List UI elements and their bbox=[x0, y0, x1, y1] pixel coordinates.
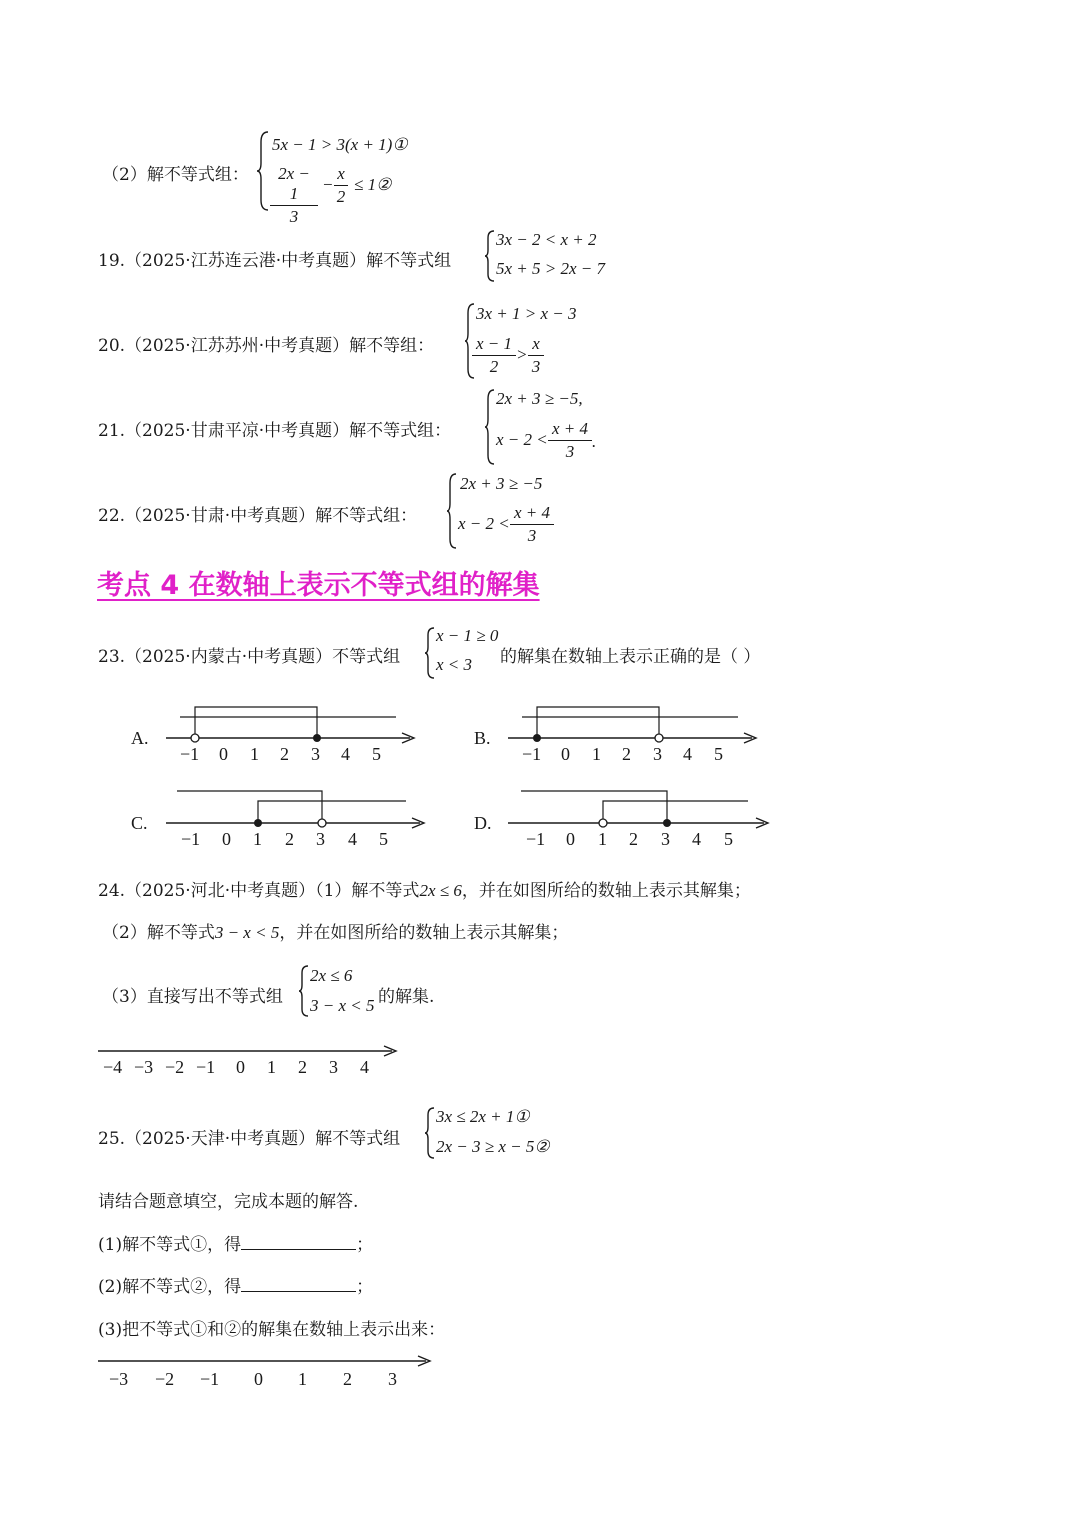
q24-tick: 0 bbox=[236, 1057, 245, 1077]
option-a-label[interactable]: A. bbox=[131, 728, 149, 748]
q25-tick: 2 bbox=[343, 1369, 352, 1389]
q24-part1-math: 2x ≤ 6 bbox=[419, 881, 462, 900]
q25-tick: 3 bbox=[388, 1369, 397, 1389]
q25-step1-blank[interactable] bbox=[241, 1233, 356, 1250]
q25-tick: 0 bbox=[254, 1369, 263, 1389]
q24-tick: 1 bbox=[267, 1057, 276, 1077]
q24-tick: −2 bbox=[165, 1057, 185, 1077]
q25-step2 bbox=[98, 1272, 373, 1297]
option-b-label[interactable]: B. bbox=[474, 728, 491, 748]
option-b-tick: 1 bbox=[592, 744, 601, 764]
option-d-tick: 2 bbox=[629, 829, 638, 849]
option-d-tick: 0 bbox=[566, 829, 575, 849]
option-a-bar-solution bbox=[195, 707, 317, 738]
q19-prefix: 19.（2025·江苏连云港·中考真题）解不等式组 bbox=[98, 251, 452, 271]
option-b-tick: 5 bbox=[714, 744, 723, 764]
option-c-bar-left bbox=[177, 791, 322, 823]
option-a-tick: 1 bbox=[250, 744, 259, 764]
q23-prefix: 23.（2025·内蒙古·中考真题）不等式组 bbox=[98, 647, 401, 667]
option-b-tick: 0 bbox=[561, 744, 570, 764]
q24-part2-math: 3 − x < 5 bbox=[214, 923, 280, 942]
option-d-tick: 1 bbox=[598, 829, 607, 849]
q25-prefix: 25.（2025·天津·中考真题）解不等式组 bbox=[98, 1129, 401, 1149]
q21-frac bbox=[548, 419, 592, 463]
q23-brace-icon bbox=[424, 626, 436, 680]
option-c-tick: 3 bbox=[316, 829, 325, 849]
option-d-open-dot bbox=[599, 819, 607, 827]
option-c-tick: 1 bbox=[253, 829, 262, 849]
q19-brace-icon bbox=[484, 229, 496, 283]
option-c-ticks bbox=[181, 829, 388, 849]
q25-brace-icon bbox=[424, 1106, 436, 1160]
q22-frac bbox=[510, 503, 554, 547]
q25-step2-end: ； bbox=[356, 1277, 374, 1297]
option-d-label[interactable]: D. bbox=[474, 813, 492, 833]
q20-op: > bbox=[516, 345, 528, 364]
q21-lhs: x − 2 < bbox=[496, 430, 548, 449]
option-a-tick: 0 bbox=[219, 744, 228, 764]
option-b-open-dot bbox=[655, 734, 663, 742]
q18-brace-icon bbox=[256, 130, 270, 212]
q20-prefix: 20.（2025·江苏苏州·中考真题）解不等组： bbox=[98, 336, 435, 356]
q25-step1-text: (1)解不等式①，得 bbox=[98, 1235, 242, 1255]
q21-line1: 2x + 3 ≥ −5, bbox=[496, 389, 583, 408]
q22-line1: 2x + 3 ≥ −5 bbox=[460, 474, 543, 493]
q25-instruction: 请结合题意填空，完成本题的解答. bbox=[98, 1192, 359, 1212]
option-b-tick: −1 bbox=[522, 744, 542, 764]
q25-step1 bbox=[98, 1230, 373, 1255]
option-d-tick: −1 bbox=[526, 829, 546, 849]
option-a-tick: 3 bbox=[311, 744, 320, 764]
q24-part3-suffix: 的解集. bbox=[378, 987, 435, 1007]
q20-frac2-den: 3 bbox=[531, 357, 541, 376]
q18-line1: 5x − 1 > 3(x + 1)① bbox=[272, 135, 408, 154]
q18-tail: ≤ 1② bbox=[354, 175, 392, 194]
option-a-closed-dot bbox=[313, 734, 321, 742]
q24-part2 bbox=[102, 918, 568, 943]
option-d-tick: 3 bbox=[661, 829, 670, 849]
q20-frac2-num: x bbox=[528, 334, 544, 356]
option-a-open-dot bbox=[191, 734, 199, 742]
q25-step3: (3)把不等式①和②的解集在数轴上表示出来： bbox=[98, 1320, 446, 1340]
q18-minus: − bbox=[322, 175, 334, 194]
option-a-tick: 2 bbox=[280, 744, 289, 764]
q24-brace-icon bbox=[298, 964, 310, 1018]
q24-number-line bbox=[0, 1040, 500, 1080]
q22-frac-num: x + 4 bbox=[510, 503, 554, 525]
q24-tick: 2 bbox=[298, 1057, 307, 1077]
q25-line2: 2x − 3 ≥ x − 5② bbox=[436, 1137, 550, 1156]
option-b-tick: 2 bbox=[622, 744, 631, 764]
q20-frac1 bbox=[472, 334, 516, 378]
q24-tick: 4 bbox=[360, 1057, 369, 1077]
q24-line1: 2x ≤ 6 bbox=[310, 966, 353, 985]
option-c-tick: 2 bbox=[285, 829, 294, 849]
option-c-tick: 4 bbox=[348, 829, 357, 849]
option-c-tick: 0 bbox=[222, 829, 231, 849]
q23-line1: x − 1 ≥ 0 bbox=[436, 626, 499, 645]
q23-options-figure bbox=[0, 690, 1080, 860]
q22-brace-icon bbox=[446, 472, 458, 550]
option-d-ticks bbox=[526, 829, 733, 849]
q21-prefix: 21.（2025·甘肃平凉·中考真题）解不等式组： bbox=[98, 421, 452, 441]
q25-tick: −3 bbox=[109, 1369, 129, 1389]
q18-frac1 bbox=[270, 164, 318, 228]
q25-step2-text: (2)解不等式②，得 bbox=[98, 1277, 242, 1297]
option-c-tick: −1 bbox=[181, 829, 201, 849]
q25-line1: 3x ≤ 2x + 1① bbox=[436, 1107, 530, 1126]
q24-tick: −1 bbox=[196, 1057, 216, 1077]
q21-tail: . bbox=[592, 432, 597, 451]
q20-frac1-den: 2 bbox=[489, 357, 499, 376]
q24-part1 bbox=[98, 876, 751, 901]
option-b-bar-solution bbox=[537, 707, 659, 738]
q19-line1: 3x − 2 < x + 2 bbox=[496, 230, 597, 249]
q24-part2-text: （2）解不等式 bbox=[102, 923, 215, 943]
section-heading: 考点 4 在数轴上表示不等式组的解集 bbox=[97, 570, 540, 601]
q18-frac1-den: 3 bbox=[289, 207, 299, 226]
q25-tick: −1 bbox=[200, 1369, 220, 1389]
q23-suffix: 的解集在数轴上表示正确的是（ ） bbox=[500, 647, 761, 667]
q20-frac1-num: x − 1 bbox=[472, 334, 516, 356]
option-c-closed-dot bbox=[254, 819, 262, 827]
q25-tick: −2 bbox=[155, 1369, 175, 1389]
q24-tick: 3 bbox=[329, 1057, 338, 1077]
q21-brace-icon bbox=[484, 388, 496, 466]
q25-number-line bbox=[0, 1350, 500, 1395]
option-b-closed-dot bbox=[533, 734, 541, 742]
q22-prefix: 22.（2025·甘肃·中考真题）解不等式组： bbox=[98, 506, 418, 526]
option-b-tick: 4 bbox=[683, 744, 692, 764]
q24-part1-text: 24.（2025·河北·中考真题）（1）解不等式 bbox=[98, 881, 420, 901]
option-c-bar-right bbox=[258, 801, 406, 823]
q24-part1-text-b: ，并在如图所给的数轴上表示其解集； bbox=[461, 881, 751, 901]
q24-tick: −3 bbox=[134, 1057, 154, 1077]
q18-frac2-den: 2 bbox=[336, 187, 346, 206]
q25-tick: 1 bbox=[298, 1369, 307, 1389]
q25-step1-end: ； bbox=[356, 1235, 374, 1255]
q20-frac2 bbox=[528, 334, 544, 378]
q20-line1: 3x + 1 > x − 3 bbox=[476, 304, 577, 323]
option-b-ticks bbox=[522, 744, 723, 764]
q24-part3-prefix: （3）直接写出不等式组 bbox=[102, 987, 283, 1007]
option-d-bar-left bbox=[521, 791, 667, 823]
q18-frac2 bbox=[334, 164, 348, 208]
q21-frac-num: x + 4 bbox=[548, 419, 592, 441]
option-a-tick: 5 bbox=[372, 744, 381, 764]
option-a-tick: −1 bbox=[180, 744, 200, 764]
option-d-tick: 4 bbox=[692, 829, 701, 849]
option-b-tick: 3 bbox=[653, 744, 662, 764]
option-d-tick: 5 bbox=[724, 829, 733, 849]
q18-part2-prefix: （2）解不等式组： bbox=[102, 165, 249, 185]
q23-line2: x < 3 bbox=[436, 655, 473, 674]
q18-frac1-num: 2x − 1 bbox=[270, 164, 318, 206]
option-c-tick: 5 bbox=[379, 829, 388, 849]
option-d-bar-right bbox=[603, 801, 748, 823]
option-a-ticks bbox=[180, 744, 381, 764]
option-c-open-dot bbox=[318, 819, 326, 827]
q24-tick: −4 bbox=[103, 1057, 123, 1077]
option-c-label[interactable]: C. bbox=[131, 813, 148, 833]
q22-lhs: x − 2 < bbox=[458, 514, 510, 533]
q25-step2-blank[interactable] bbox=[241, 1275, 356, 1292]
option-d-closed-dot bbox=[663, 819, 671, 827]
q24-line2: 3 − x < 5 bbox=[310, 996, 375, 1015]
q24-part2-text-b: ，并在如图所给的数轴上表示其解集； bbox=[279, 923, 569, 943]
option-a-tick: 4 bbox=[341, 744, 350, 764]
q21-frac-den: 3 bbox=[565, 442, 575, 461]
q18-frac2-num: x bbox=[334, 164, 348, 186]
q22-frac-den: 3 bbox=[527, 526, 537, 545]
q19-line2: 5x + 5 > 2x − 7 bbox=[496, 259, 606, 278]
